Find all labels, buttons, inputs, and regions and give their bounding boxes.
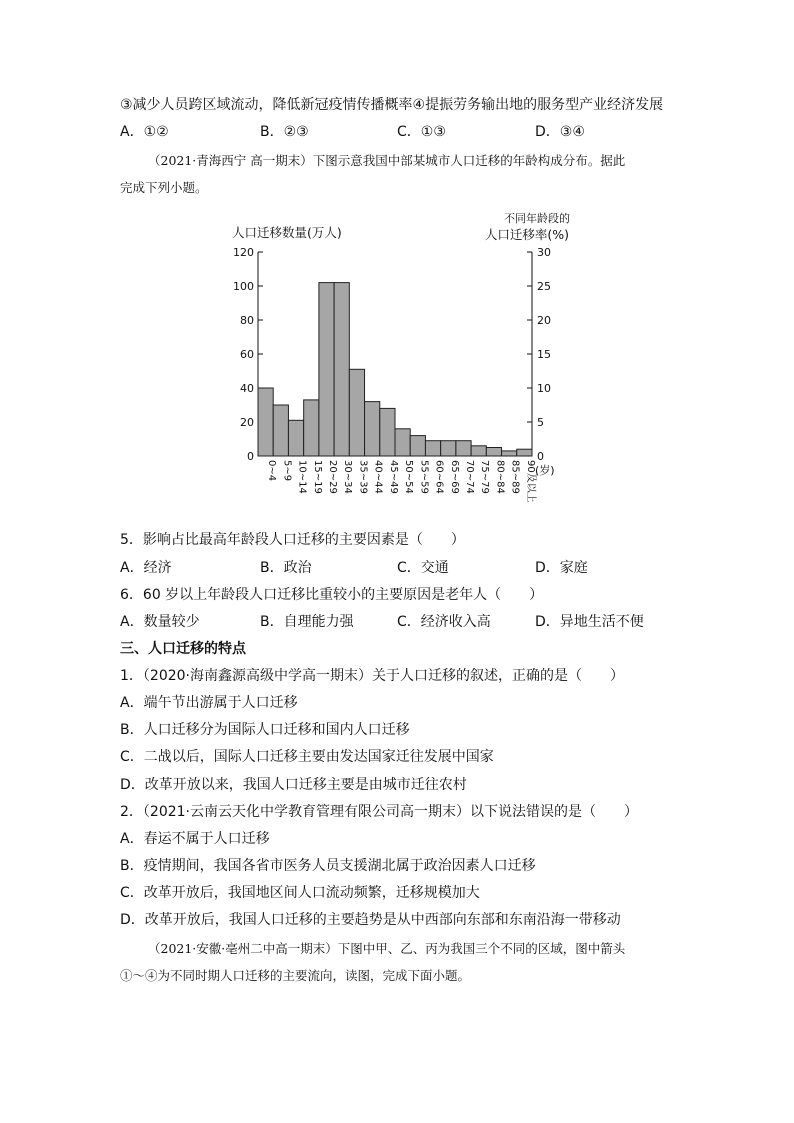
- s3q1-option-b[interactable]: B．人口迁移分为国际人口迁移和国内人口迁移: [120, 722, 410, 738]
- q6-options: [120, 613, 680, 631]
- x-tick-label: 10~14: [296, 460, 308, 494]
- q6-option-a[interactable]: A．数量较少: [120, 614, 200, 630]
- x-tick-label: 80~84: [494, 460, 506, 494]
- q5-option-d[interactable]: D．家庭: [535, 560, 588, 576]
- q6-option-c[interactable]: C．经济收入高: [397, 614, 491, 630]
- q5-option-b[interactable]: B．政治: [260, 560, 312, 576]
- bar-13: [456, 441, 471, 456]
- x-tick-label: 75~79: [479, 460, 491, 494]
- x-tick-label: 60~64: [433, 460, 445, 494]
- bar-9: [395, 429, 410, 456]
- x-tick-label: 5~9: [281, 460, 293, 482]
- option-d[interactable]: D．③④: [535, 124, 585, 140]
- section-title: 三、人口迁移的特点: [120, 641, 246, 657]
- x-tick-label: 20~29: [327, 460, 338, 494]
- y-left-tick-label: 120: [233, 246, 254, 259]
- bar-17: [517, 449, 532, 456]
- intro2-line2: ①～④为不同时期人口迁移的主要流向，读图，完成下面小题。: [120, 968, 471, 983]
- s3q2-option-b[interactable]: B．疫情期间，我国各省市医务人员支援湖北属于政治因素人口迁移: [120, 858, 536, 874]
- y-right-tick-label: 5: [537, 416, 544, 429]
- y-left-tick-label: 0: [247, 450, 254, 463]
- bar-11: [425, 441, 440, 456]
- question-prev-line3: ③减少人员跨区域流动，降低新冠疫情传播概率④提振劳务输出地的服务型产业经济发展: [120, 97, 664, 113]
- x-tick-label: 55~59: [418, 460, 430, 494]
- y-left-tick-label: 80: [240, 314, 254, 327]
- x-axis-unit: (岁): [535, 464, 555, 477]
- age-migration-bar-chart: [222, 205, 570, 525]
- s3q2-option-d[interactable]: D．改革开放后，我国人口迁移的主要趋势是从中西部向东部和东南沿海一带移动: [120, 912, 621, 928]
- q5-option-a[interactable]: A．经济: [120, 560, 172, 576]
- y-right-tick-label: 0: [537, 450, 544, 463]
- x-tick-label: 0~4: [266, 460, 278, 482]
- bar-5: [334, 283, 349, 456]
- q5-options: [120, 559, 680, 577]
- q5-stem: 5．影响占比最高年龄段人口迁移的主要因素是（ ）: [120, 532, 465, 548]
- question-prev-options: [120, 123, 680, 141]
- bar-0: [258, 388, 273, 456]
- intro1-line1: （2021·青海西宁 高一期末）下图示意我国中部某城市人口迁移的年龄构成分布。据此: [148, 153, 626, 168]
- bar-15: [486, 448, 501, 457]
- s3q1-option-a[interactable]: A．端午节出游属于人口迁移: [120, 695, 298, 711]
- x-tick-label: 35~39: [357, 460, 369, 494]
- option-c[interactable]: C．①③: [397, 124, 446, 140]
- y-right-tick-label: 15: [537, 348, 551, 361]
- bar-3: [304, 400, 319, 456]
- x-tick-label: 15~19: [311, 460, 323, 494]
- bar-16: [502, 451, 517, 456]
- bar-12: [441, 441, 456, 456]
- y-left-tick-label: 40: [240, 382, 254, 395]
- q6-stem: 6．60 岁以上年龄段人口迁移比重较小的主要原因是老年人（ ）: [120, 587, 544, 603]
- x-tick-label: 50~54: [403, 460, 415, 494]
- s3q1-option-d[interactable]: D．改革开放以来，我国人口迁移主要是由城市迁往农村: [120, 777, 467, 793]
- x-tick-label: 40~44: [372, 460, 384, 494]
- bar-1: [273, 405, 288, 456]
- x-tick-label: 85~89: [509, 460, 521, 494]
- y-right-tick-label: 10: [537, 382, 551, 395]
- s3q1-stem: 1．（2020·海南鑫源高级中学高一期末）关于人口迁移的叙述，正确的是（ ）: [120, 668, 624, 684]
- x-tick-label: 30~34: [342, 460, 354, 494]
- bar-2: [288, 420, 303, 456]
- x-tick-label: 65~69: [448, 460, 460, 494]
- q5-option-c[interactable]: C．交通: [397, 560, 449, 576]
- y-left-axis-label: 人口迁移数量(万人): [232, 225, 342, 240]
- option-b[interactable]: B．②③: [260, 124, 309, 140]
- intro2-line1: （2021·安徽·亳州二中高一期末）下图中甲、乙、丙为我国三个不同的区域，图中箭头: [148, 941, 626, 956]
- x-tick-label: 70~74: [464, 460, 475, 494]
- bar-6: [349, 369, 364, 456]
- q6-option-b[interactable]: B．自理能力强: [260, 614, 354, 630]
- y-left-tick-label: 100: [233, 280, 254, 293]
- y-right-axis-label-line2: 人口迁移率(%): [484, 227, 570, 242]
- bar-10: [410, 436, 425, 456]
- y-right-tick-label: 30: [537, 246, 551, 259]
- s3q2-option-c[interactable]: C．改革开放后，我国地区间人口流动频繁，迁移规模加大: [120, 885, 480, 901]
- s3q2-stem: 2．（2021·云南云天化中学教育管理有限公司高一期末）以下说法错误的是（ ）: [120, 804, 638, 820]
- s3q2-option-a[interactable]: A．春运不属于人口迁移: [120, 831, 270, 847]
- y-left-tick-label: 20: [240, 416, 254, 429]
- y-right-axis-label-line1: 不同年龄段的: [504, 212, 570, 225]
- x-tick-label: 45~49: [387, 460, 399, 494]
- q6-option-d[interactable]: D．异地生活不便: [535, 614, 644, 630]
- x-tick-label: 90及以上: [524, 460, 536, 503]
- y-right-tick-label: 25: [537, 280, 551, 293]
- bar-7: [365, 402, 380, 456]
- option-a[interactable]: A．①②: [120, 124, 169, 140]
- y-left-tick-label: 60: [240, 348, 254, 361]
- y-right-tick-label: 20: [537, 314, 551, 327]
- bar-14: [471, 446, 486, 456]
- intro1-line2: 完成下列小题。: [120, 180, 208, 195]
- bar-8: [380, 408, 395, 456]
- s3q1-option-c[interactable]: C．二战以后，国际人口迁移主要由发达国家迁往发展中国家: [120, 749, 494, 765]
- bar-4: [319, 283, 334, 456]
